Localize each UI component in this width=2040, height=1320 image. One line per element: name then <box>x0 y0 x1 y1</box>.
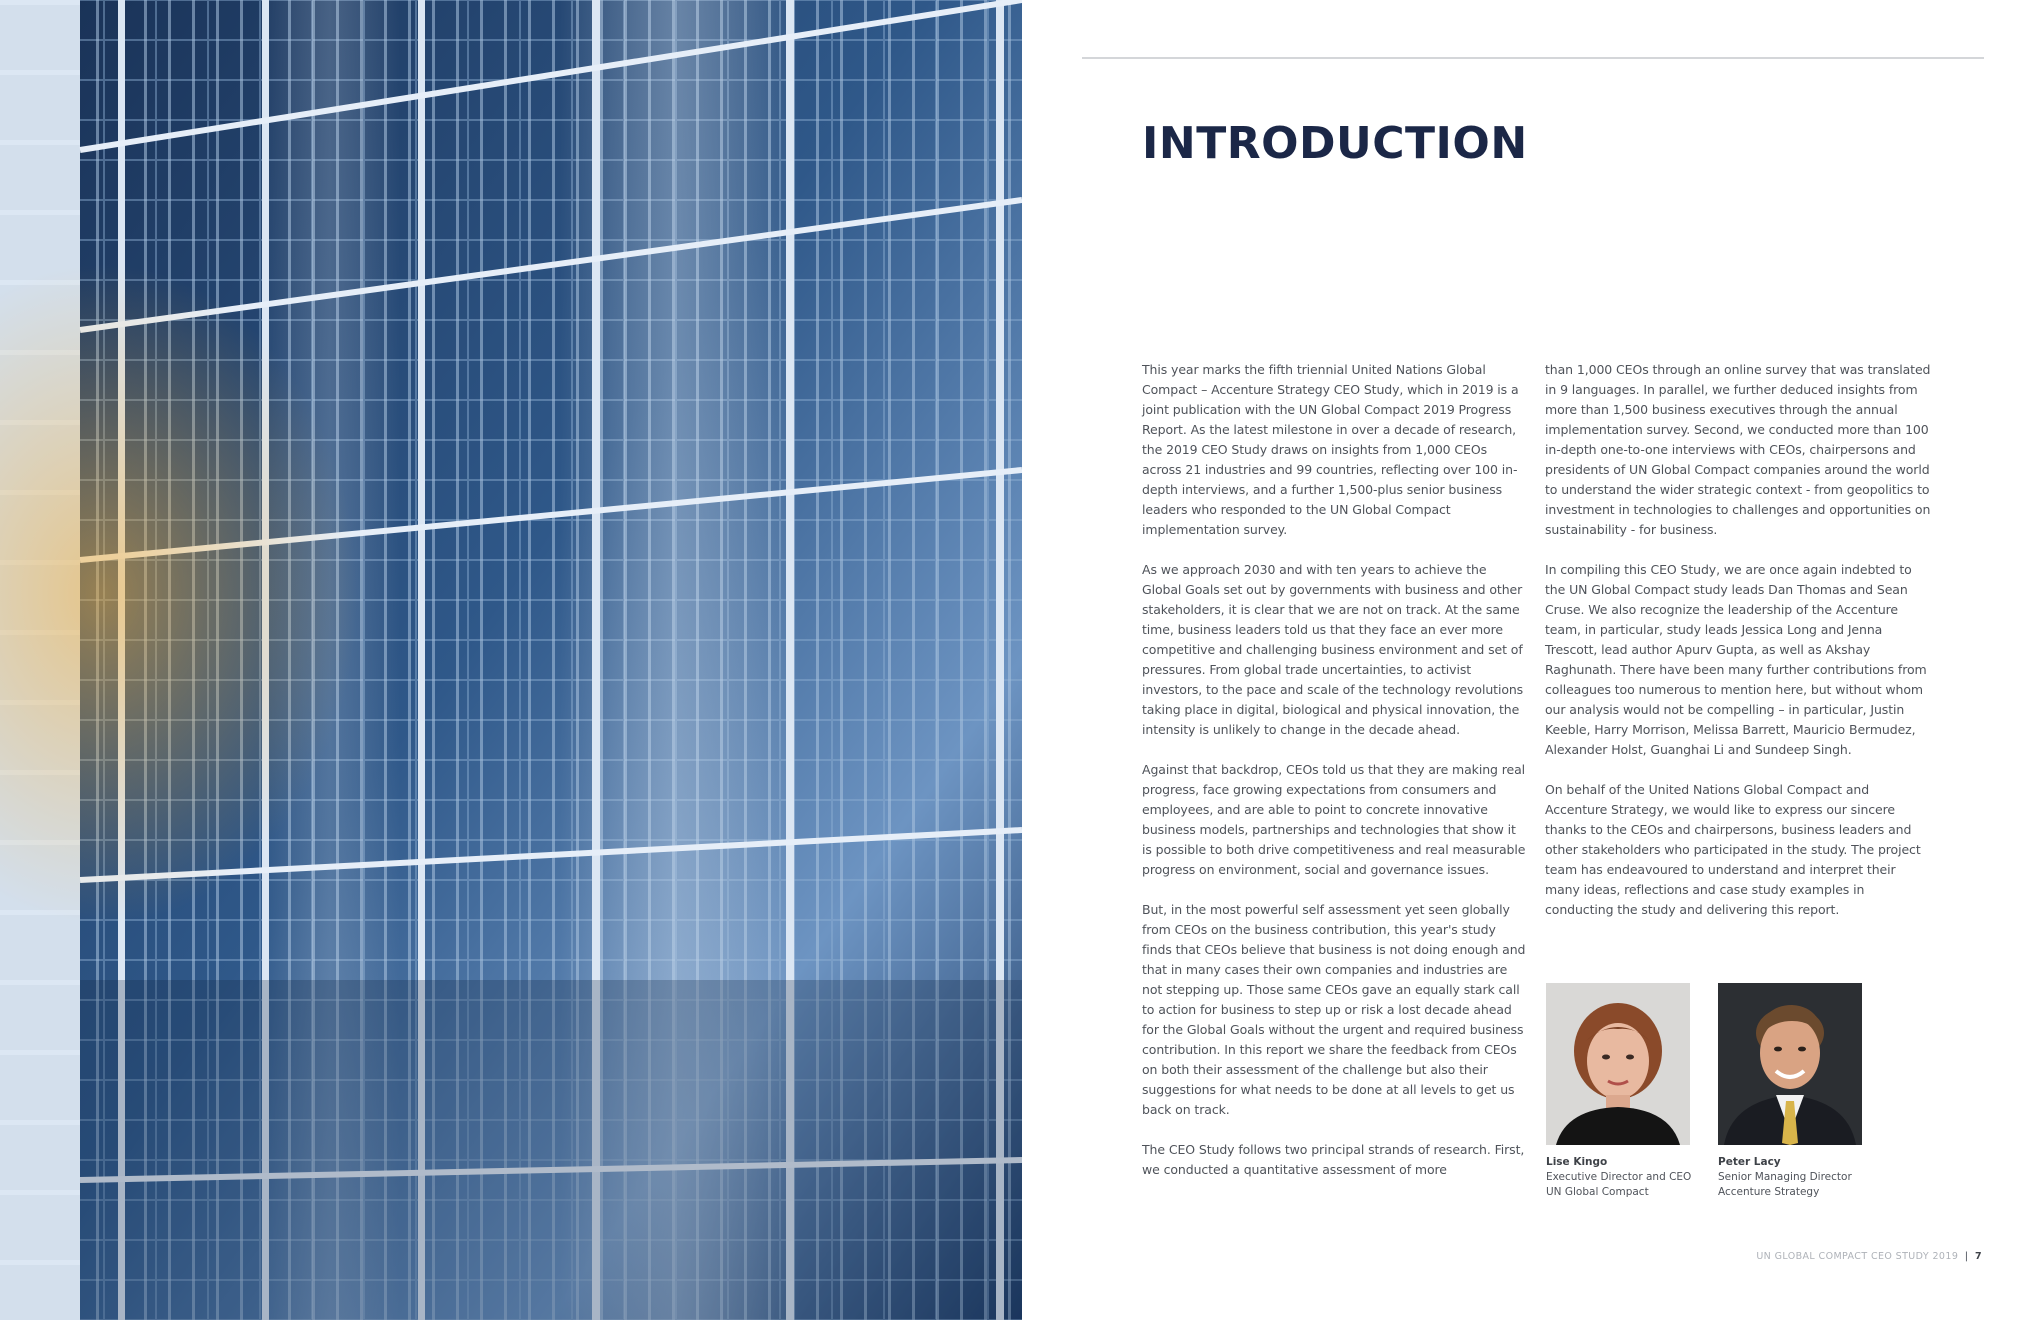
signatory-name: Peter Lacy <box>1718 1156 1781 1168</box>
signatory-role: Senior Managing Director <box>1718 1171 1852 1183</box>
paragraph: This year marks the fifth triennial United Nations Global Compact – Accenture Strategy CEO Study, which in 2019 is a joint publication with the UN Global Compact 2019 Progress Report. As the latest milestone in over a decade of research, the 2019 CEO Study draws on insights from 1,000 CEOs across 21 industries and 99 countries, reflecting over 100 in-depth interviews, and a further 1,500-plus senior business leaders who responded to the UN Global Compact implementation survey. <box>1142 362 1519 537</box>
signatory-org: UN Global Compact <box>1546 1186 1649 1198</box>
paragraph: Against that backdrop, CEOs told us that they are making real progress, face growing expectations from consumers and employees, and are able to point to concrete innovative business models, partnerships and technologies that show it is possible to both drive competitiveness and real measurable progress on environment, social and governance issues. <box>1142 762 1526 877</box>
signatory-name: Lise Kingo <box>1546 1156 1608 1168</box>
top-divider <box>1082 57 1984 59</box>
signatory-caption <box>1718 1155 1886 1200</box>
paragraph: As we approach 2030 and with ten years to achieve the Global Goals set out by governments with business and other stakeholders, it is clear that we are not on track. At the same time, business leaders told us that they face an ever more competitive and challenging business environment and set of pressures. From global trade uncertainties, to activist investors, to the pace and scale of the technology revolutions taking place in digital, biological and physical innovation, the intensity is unlikely to change in the decade ahead. <box>1142 562 1524 737</box>
paragraph: But, in the most powerful self assessment yet seen globally from CEOs on the business contribution, this year's study finds that CEOs believe that business is not doing enough and that in many cases their own companies and industries are not stepping up. Those same CEOs gave an equally stark call to action for business to step up or risk a lost decade ahead for the Global Goals without the urgent and required business contribution. In this report we share the feedback from CEOs on both their assessment of the challenge but also their suggestions for what needs to be done at all levels to get us back on track. <box>1142 902 1526 1117</box>
page-number: 7 <box>1974 1251 1982 1262</box>
paragraph: The CEO Study follows two principal strands of research. First, we conducted a quantitative assessment of more <box>1142 1142 1525 1177</box>
body-column-1 <box>1142 360 1528 1200</box>
body-column-2 <box>1545 360 1931 940</box>
footer-publication: UN GLOBAL COMPACT CEO STUDY 2019 <box>1756 1251 1959 1262</box>
peter-lacy-photo <box>1718 983 1862 1145</box>
signatory-role: Executive Director and CEO <box>1546 1171 1692 1183</box>
footer-separator: | <box>1964 1251 1969 1262</box>
paragraph: On behalf of the United Nations Global Compact and Accenture Strategy, we would like to express our sincere thanks to the CEOs and chairpersons, business leaders and other stakeholders who participated in the study. The project team has endeavoured to understand and interpret their many ideas, reflections and case study examples in conducting the study and delivering this report. <box>1545 782 1921 917</box>
signatory-org: Accenture Strategy <box>1718 1186 1820 1198</box>
paragraph: In compiling this CEO Study, we are once again indebted to the UN Global Compact study leads Dan Thomas and Sean Cruse. We also recognize the leadership of the Accenture team, in particular, study leads Jessica Long and Jenna Trescott, lead author Apurv Gupta, as well as Akshay Raghunath. There have been many further contributions from colleagues too numerous to mention here, but without whom our analysis would not be compelling – in particular, Justin Keeble, Harry Morrison, Melissa Barrett, Mauricio Bermudez, Alexander Holst, Guanghai Li and Sundeep Singh. <box>1545 562 1927 757</box>
lise-kingo-photo <box>1546 983 1690 1145</box>
paragraph: than 1,000 CEOs through an online survey that was translated in 9 languages. In parallel, we further deduced insights from more than 1,500 business executives through the annual implementation survey. Second, we conducted more than 100 in-depth one-to-one interviews with CEOs, chairpersons and presidents of UN Global Compact companies around the world to understand the wider strategic context - from geopolitics to investment in technologies to challenges and opportunities on sustainability - for business. <box>1545 362 1931 537</box>
signatory-caption <box>1546 1155 1714 1200</box>
page-title: INTRODUCTION <box>1142 118 1528 169</box>
page-footer <box>1756 1251 1982 1262</box>
